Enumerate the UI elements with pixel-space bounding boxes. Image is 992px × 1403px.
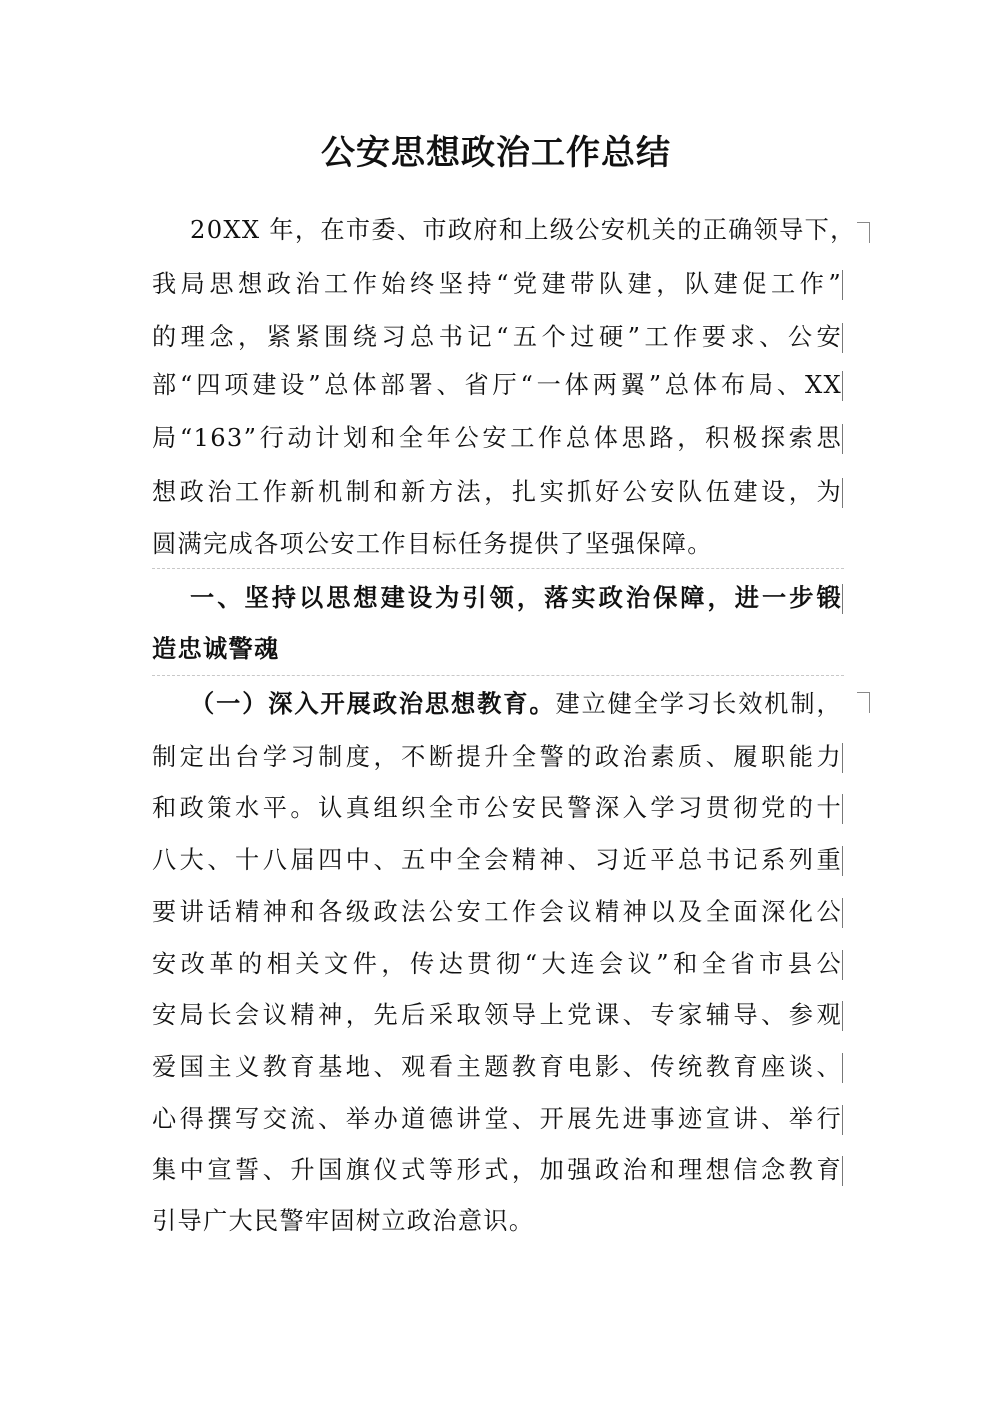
- intro-line: 部“四项建设”总体部署、省厅“一体两翼”总体布局、XX: [152, 371, 842, 399]
- intro-line: 20XX 年，在市委、市政府和上级公安机关的正确领导下，: [190, 216, 856, 244]
- intro-line: 圆满完成各项公安工作目标任务提供了坚强保障。: [152, 530, 713, 558]
- line-end-mark: [842, 584, 843, 614]
- subsection-line: 爱国主义教育基地、观看主题教育电影、传统教育座谈、: [152, 1053, 842, 1081]
- subsection-line: 安局长会议精神，先后采取领导上党课、专家辅导、参观: [152, 1001, 842, 1029]
- paragraph-corner-mark: [857, 692, 870, 713]
- section-heading-line: 一、坚持以思想建设为引领，落实政治保障，进一步锻: [190, 584, 842, 612]
- line-end-mark: [842, 898, 843, 928]
- intro-line: 的理念，紧紧围绕习总书记“五个过硬”工作要求、公安: [152, 323, 842, 351]
- subsection-line: 要讲话精神和各级政法公安工作会议精神以及全面深化公: [152, 898, 842, 926]
- line-end-mark: [842, 794, 843, 824]
- section-heading-line: 造忠诚警魂: [152, 635, 280, 663]
- line-end-mark: [842, 270, 843, 300]
- subsection-first-text: 建立健全学习长效机制，: [555, 690, 842, 718]
- subsection-line: 心得撰写交流、举办道德讲堂、开展先进事迹宣讲、举行: [152, 1105, 842, 1133]
- line-end-mark: [842, 1053, 843, 1083]
- subsection-first-line: [190, 677, 842, 731]
- line-end-mark: [842, 846, 843, 876]
- subsection-line: 制定出台学习制度，不断提升全警的政治素质、履职能力: [152, 743, 842, 771]
- line-end-mark: [842, 743, 843, 773]
- line-end-mark: [842, 950, 843, 980]
- paragraph-separator: [152, 568, 844, 569]
- subsection-line: 集中宣誓、升国旗仪式等形式，加强政治和理想信念教育: [152, 1156, 842, 1184]
- paragraph-corner-mark: [857, 222, 870, 243]
- line-end-mark: [842, 323, 843, 353]
- line-end-mark: [842, 1105, 843, 1135]
- subsection-line: 引导广大民警牢固树立政治意识。: [152, 1207, 535, 1235]
- subsection-line: 和政策水平。认真组织全市公安民警深入学习贯彻党的十: [152, 794, 842, 822]
- paragraph-separator: [152, 675, 844, 676]
- intro-line: 我局思想政治工作始终坚持“党建带队建，队建促工作”: [152, 270, 842, 298]
- intro-line: 想政治工作新机制和新方法，扎实抓好公安队伍建设，为: [152, 478, 842, 506]
- line-end-mark: [842, 1156, 843, 1186]
- line-end-mark: [842, 1001, 843, 1031]
- intro-line: 局“163”行动计划和全年公安工作总体思路，积极探索思: [152, 424, 842, 452]
- subsection-lead: （一）深入开展政治思想教育。: [190, 690, 556, 718]
- line-end-mark: [842, 478, 843, 508]
- subsection-line: 八大、十八届四中、五中全会精神、习近平总书记系列重: [152, 846, 842, 874]
- document-title: 公安思想政治工作总结: [321, 133, 671, 173]
- line-end-mark: [842, 424, 843, 454]
- line-end-mark: [842, 371, 843, 401]
- subsection-line: 安改革的相关文件，传达贯彻“大连会议”和全省市县公: [152, 950, 842, 978]
